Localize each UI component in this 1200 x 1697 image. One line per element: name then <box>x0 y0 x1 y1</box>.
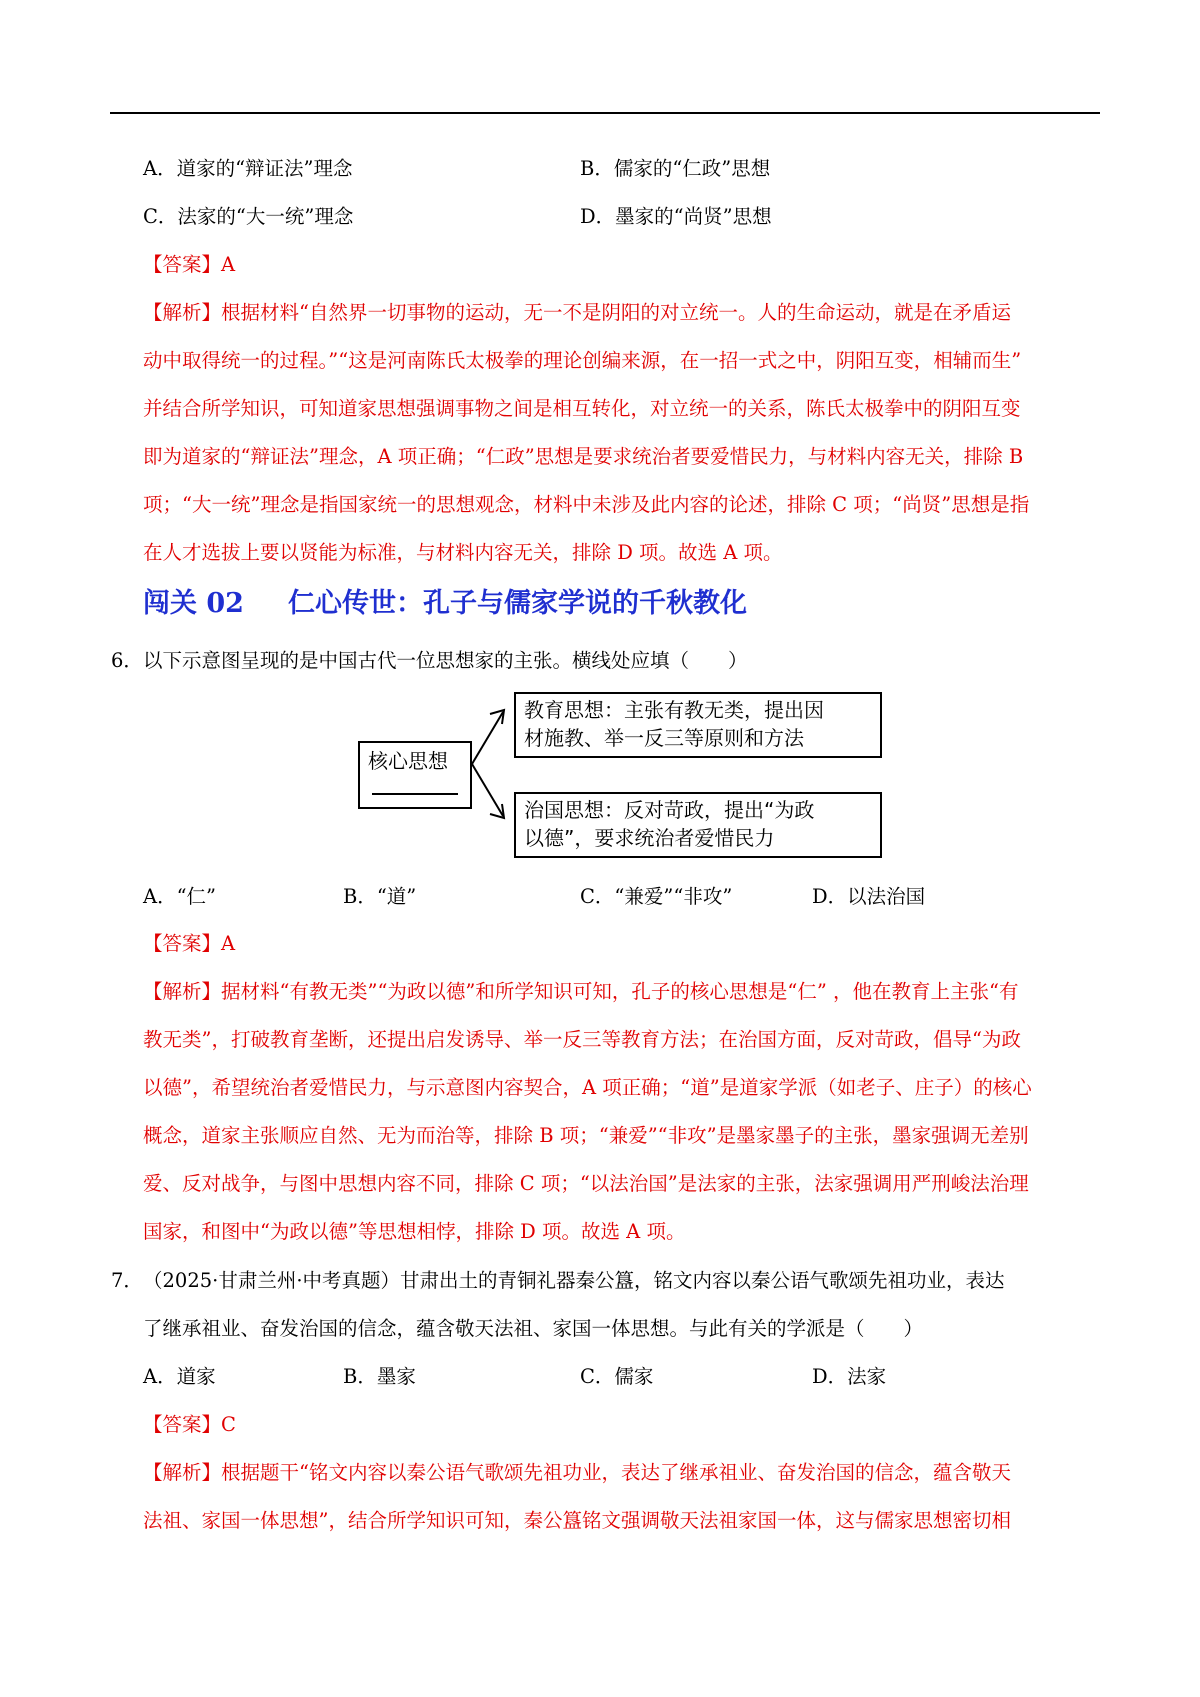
core-thought-box <box>358 741 472 809</box>
education-thought-box <box>514 692 882 758</box>
q6-stem: 以下示意图呈现的是中国古代一位思想家的主张。横线处应填（ ） <box>143 649 748 672</box>
q7-analysis-line: 法祖、家国一体思想”，结合所学知识可知，秦公簋铭文强调敬天法祖家国一体，这与儒家思想密切相 <box>143 1509 1011 1532</box>
q5-analysis-line: 即为道家的“辩证法”理念，A 项正确；“仁政”思想是要求统治者要爱惜民力，与材料内容无关，排除 B <box>143 445 1024 468</box>
answer-blank-line <box>372 793 458 795</box>
q6-option-d: D．以法治国 <box>812 885 926 908</box>
q5-option-c: C．法家的“大一统”理念 <box>143 205 354 228</box>
section-title: 仁心传世：孔子与儒家学说的千秋教化 <box>287 588 747 619</box>
q7-option-d: D．法家 <box>812 1365 887 1388</box>
q7-number: 7． <box>111 1269 143 1292</box>
diagram-arrows <box>470 700 510 830</box>
q7-option-a: A．道家 <box>143 1365 216 1388</box>
core-thought-label: 核心思想 <box>368 749 448 773</box>
header-rule <box>110 112 1100 114</box>
q7-option-c: C．儒家 <box>580 1365 654 1388</box>
education-line: 教育思想：主张有教无类，提出因 <box>524 698 824 722</box>
q6-answer: 【答案】A <box>143 932 236 955</box>
q7-analysis-line: 【解析】根据题干“铭文内容以秦公语气歌颂先祖功业，表达了继承祖业、奋发治国的信念，蕴含敬天 <box>143 1461 1011 1484</box>
q5-analysis-line: 项；“大一统”理念是指国家统一的思想观念，材料中未涉及此内容的论述，排除 C 项；“尚贤”思想是指 <box>143 493 1030 516</box>
q6-analysis-line: 【解析】据材料“有教无类”“为政以德”和所学知识可知，孔子的核心思想是“仁” ，他在教育上主张“有 <box>143 980 1019 1003</box>
q5-analysis-line: 在人才选拔上要以贤能为标准，与材料内容无关，排除 D 项。故选 A 项。 <box>143 541 783 564</box>
section-number: 闯关 02 <box>143 588 244 619</box>
q6-option-b: B．“道” <box>343 885 417 908</box>
q6-option-a: A．“仁” <box>143 885 217 908</box>
q5-option-b: B．儒家的“仁政”思想 <box>580 157 771 180</box>
q6-analysis-line: 以德”，希望统治者爱惜民力，与示意图内容契合，A 项正确；“道”是道家学派（如老子、庄子）的核心 <box>143 1076 1032 1099</box>
q5-analysis-line: 【解析】根据材料“自然界一切事物的运动，无一不是阴阳的对立统一。人的生命运动，就是在矛盾运 <box>143 301 1011 324</box>
q5-analysis-line: 并结合所学知识，可知道家思想强调事物之间是相互转化，对立统一的关系，陈氏太极拳中的阴阳互变 <box>143 397 1021 420</box>
q6-option-c: C．“兼爱”“非攻” <box>580 885 733 908</box>
q7-answer: 【答案】C <box>143 1413 236 1436</box>
section-heading <box>143 586 747 622</box>
governance-line: 治国思想：反对苛政，提出“为政 <box>524 798 815 822</box>
q7-option-b: B．墨家 <box>343 1365 416 1388</box>
education-line: 材施教、举一反三等原则和方法 <box>524 726 804 750</box>
q6-analysis-line: 教无类”，打破教育垄断，还提出启发诱导、举一反三等教育方法；在治国方面，反对苛政，倡导“为政 <box>143 1028 1021 1051</box>
q7-stem-line: 了继承祖业、奋发治国的信念，蕴含敬天法祖、家国一体思想。与此有关的学派是（ ） <box>143 1317 924 1340</box>
q7-stem-line: （2025·甘肃兰州·中考真题）甘肃出土的青铜礼器秦公簋，铭文内容以秦公语气歌颂先祖功业，表达 <box>143 1269 1005 1292</box>
q6-analysis-line: 爱、反对战争，与图中思想内容不同，排除 C 项；“以法治国”是法家的主张，法家强调用严刑峻法治理 <box>143 1172 1029 1195</box>
q5-answer: 【答案】A <box>143 253 236 276</box>
q6-analysis-line: 概念，道家主张顺应自然、无为而治等，排除 B 项；“兼爱”“非攻”是墨家墨子的主张，墨家强调无差别 <box>143 1124 1029 1147</box>
q5-option-d: D．墨家的“尚贤”思想 <box>580 205 772 228</box>
q5-analysis-line: 动中取得统一的过程。”“这是河南陈氏太极拳的理论创编来源，在一招一式之中，阴阳互变，相辅而生” <box>143 349 1022 372</box>
governance-line: 以德”，要求统治者爱惜民力 <box>524 826 775 850</box>
governance-thought-box <box>514 792 882 858</box>
q6-analysis-line: 国家，和图中“为政以德”等思想相悖，排除 D 项。故选 A 项。 <box>143 1220 686 1243</box>
q5-option-a: A．道家的“辩证法”理念 <box>143 157 353 180</box>
q6-number: 6． <box>111 649 143 672</box>
